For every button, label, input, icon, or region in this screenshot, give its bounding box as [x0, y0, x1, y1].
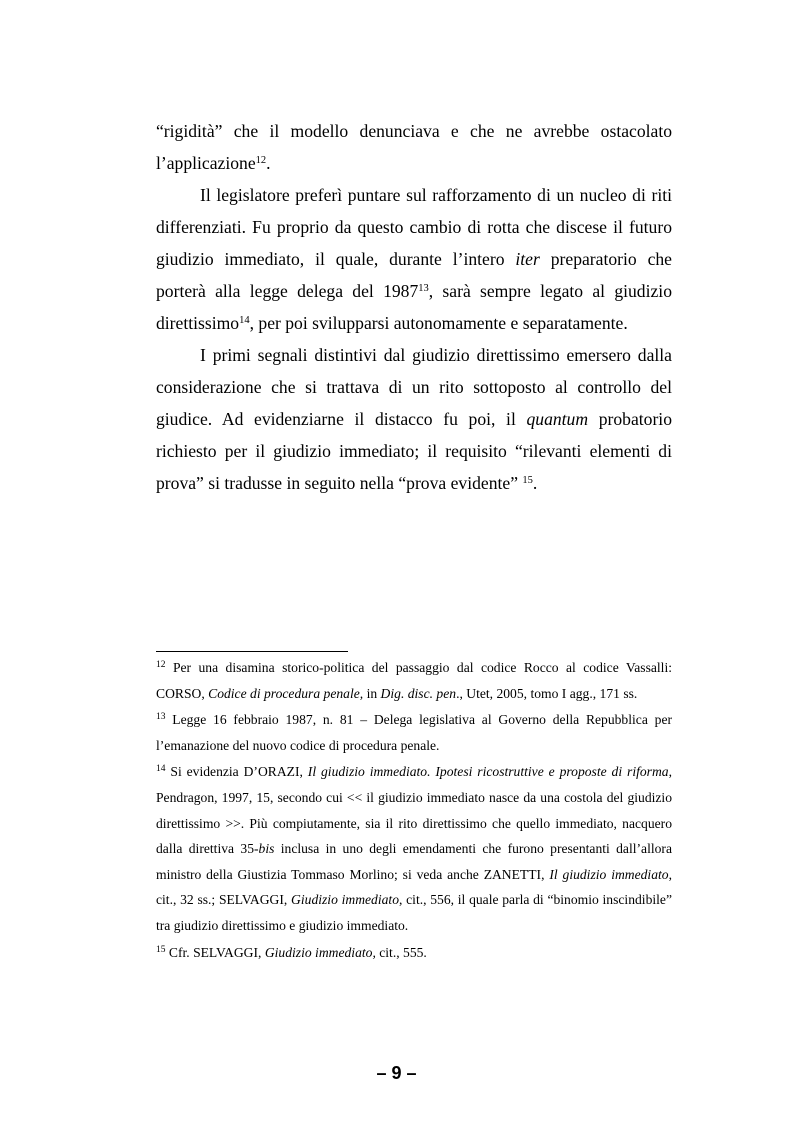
footnote-13: $^{13}$ Legge 16 febbraio 1987, n. 81 – Delega legislativa al Governo della Repubblica per l’emanazione del nuovo codice di procedura penale.: [156, 711, 672, 753]
page-number: – 9 –: [376, 1063, 417, 1083]
footnote-separator: [156, 651, 348, 652]
paragraph-legislatore: Il legislatore preferì puntare sul rafforzamento di un nucleo di riti differenziati. Fu proprio da questo cambio di rotta che discese il futuro giudizio immediato, il quale, durante l’intero iter preparatorio che porterà alla legge delega del 1987$^{13}$, sarà sempre legato al giudizio direttissimo$^{14}$, per poi svilupparsi autonomamente e separatamente.: [156, 185, 672, 333]
body-text: [156, 115, 672, 499]
footnote-ref-13: 13: [418, 283, 429, 295]
footnote-15: $^{15}$ Cfr. SELVAGGI, Giudizio immediato, cit., 555.: [156, 944, 427, 960]
paragraph-continuation: “rigidità” che il modello denunciava e che ne avrebbe ostacolato l’applicazione$^{12}$.: [156, 121, 672, 173]
footnote-12: $^{12}$ Per una disamina storico-politica del passaggio dal codice Rocco al codice Vassalli: CORSO, Codice di procedura penale, in Dig. disc. pen., Utet, 2005, tomo I agg., 171 ss.: [156, 659, 672, 701]
footnotes: [156, 655, 672, 966]
footnote-ref-12: 12: [255, 155, 267, 167]
footnote-14: $^{14}$ Si evidenzia D’ORAZI, Il giudizio immediato. Ipotesi ricostruttive e proposte di riforma, Pendragon, 1997, 15, secondo cui << il giudizio immediato nasce da una costola del giudizio direttissimo >>. Più compiutamente, sia il rito direttissimo che quello immediato, nacquero dalla direttiva 35-bis inclusa in uno degli emendamenti che furono presentanti dall’allora ministro della Giustizia Tommaso Morlino; si veda anche ZANETTI, Il giudizio immediato, cit., 32 ss.; SELVAGGI, Giudizio immediato, cit., 556, il quale parla di “binomio inscindibile” tra giudizio direttissimo e giudizio immediato.: [156, 764, 672, 933]
paragraph-segnali: I primi segnali distintivi dal giudizio direttissimo emersero dalla considerazione che si trattava di un rito sottoposto al controllo del giudice. Ad evidenziarne il distacco fu poi, il quantum probatorio richiesto per il giudizio immediato; il requisito “rilevanti elementi di prova” si tradusse in seguito nella “prova evidente” $^{15}$.: [156, 345, 672, 493]
footnote-ref-15: 15: [522, 475, 533, 487]
footnote-ref-14: 14: [239, 315, 250, 327]
